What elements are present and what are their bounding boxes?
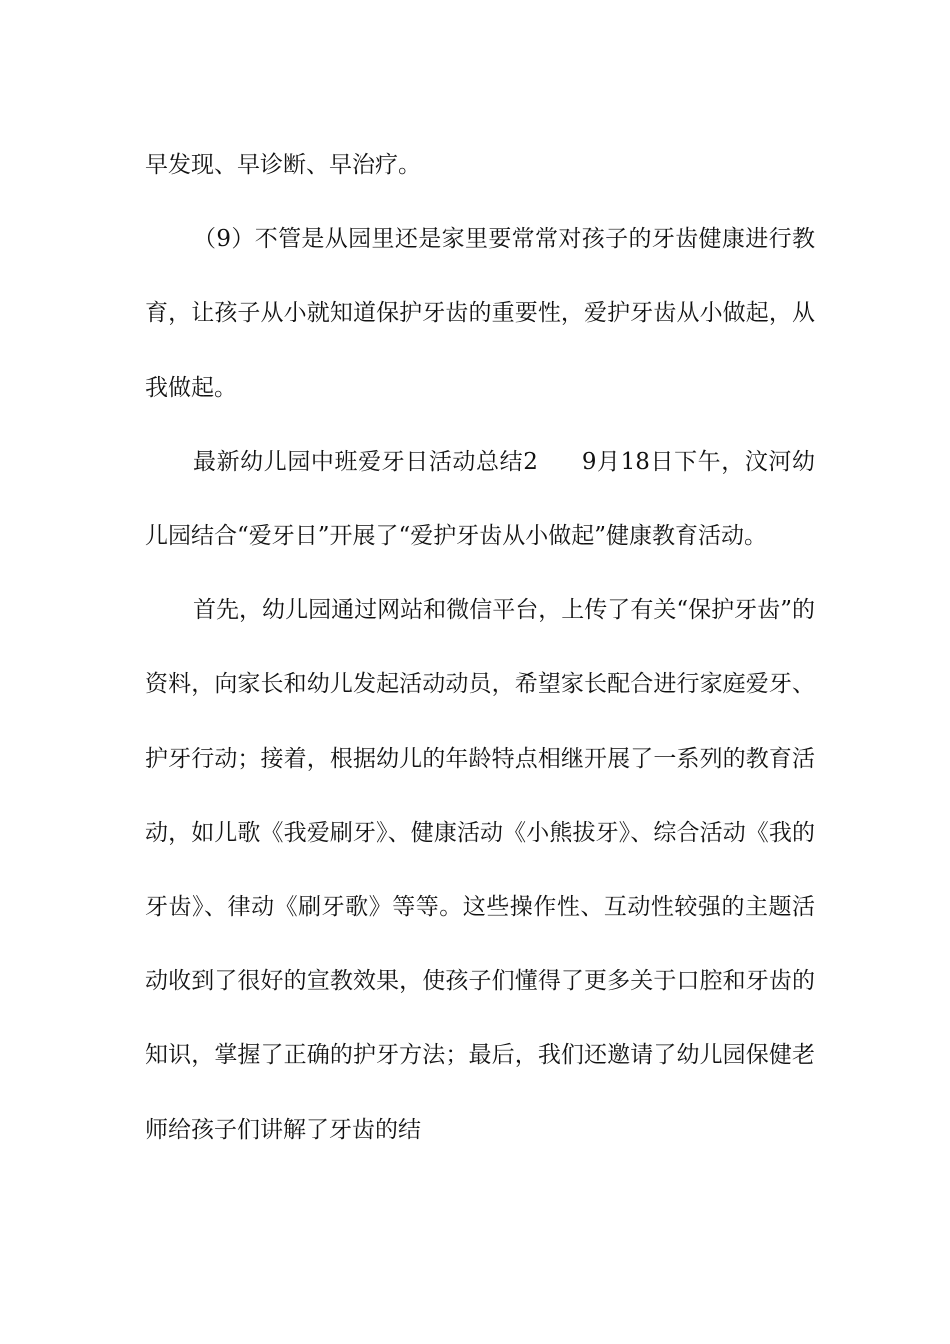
paragraph-item-9: （9）不管是从园里还是家里要常常对孩子的牙齿健康进行教育，让孩子从小就知道保护牙齿的重要性，爱护牙齿从小做起，从我做起。 [145,226,815,401]
section-intro-text: 9月18日下午，汶河幼儿园结合“爱牙日”开展了“爱护牙齿从小做起”健康教育活动。 [145,448,815,550]
paragraph-activities: 首先，幼儿园通过网站和微信平台，上传了有关“保护牙齿”的资料，向家长和幼儿发起活动动员，希望家长配合进行家庭爱牙、护牙行动；接着，根据幼儿的年龄特点相继开展了一系列的教育活动，如儿歌《我爱刷牙》、健康活动《小熊拔牙》、综合活动《我的牙齿》、律动《刷牙歌》等等。这些操作性、互动性较强的主题活动收到了很好的宣教效果，使孩子们懂得了更多关于口腔和牙齿的知识，掌握了正确的护牙方法；最后，我们还邀请了幼儿园保健老师给孩子们讲解了牙齿的结 [145,597,815,1143]
paragraph-continuation: 早发现、早诊断、早治疗。 [145,152,421,178]
paragraph-summary-intro [145,425,815,573]
section-heading: 最新幼儿园中班爱牙日活动总结2 [193,448,538,475]
body-text [145,128,815,1167]
